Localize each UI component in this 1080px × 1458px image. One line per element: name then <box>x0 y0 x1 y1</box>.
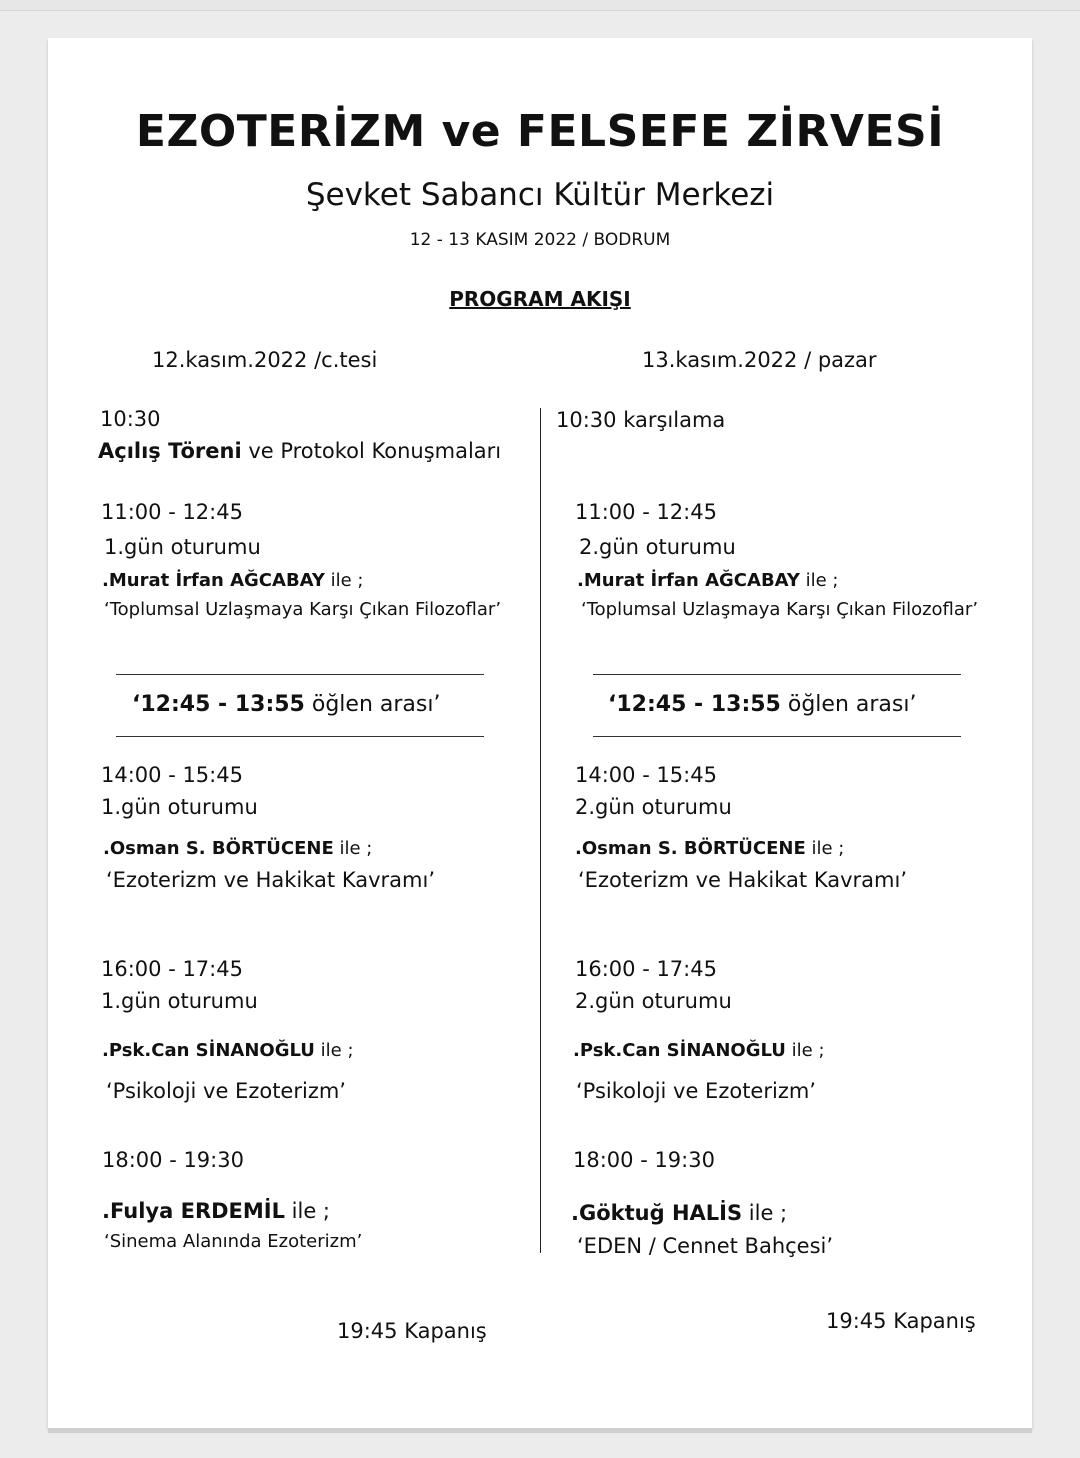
day1-session4-topic: ‘Sinema Alanında Ezoterizm’ <box>104 1231 363 1252</box>
day2-session4-topic: ‘EDEN / Cennet Bahçesi’ <box>577 1234 834 1258</box>
day2-lunch-break <box>608 694 916 716</box>
day2-session3-speaker-line <box>573 1042 825 1060</box>
day2-session3-ile: ile ; <box>785 1040 825 1061</box>
day2-session1-time: 11:00 - 12:45 <box>575 500 717 524</box>
day2-lunch-rest: öğlen arası’ <box>780 692 917 717</box>
page-title: EZOTERİZM ve FELSEFE ZİRVESİ <box>135 106 945 157</box>
day1-session1-topic: ‘Toplumsal Uzlaşmaya Karşı Çıkan Filozoflar’ <box>104 599 502 620</box>
day1-session3-topic: ‘Psikoloji ve Ezoterizm’ <box>106 1079 346 1103</box>
program-heading: PROGRAM AKIŞI <box>449 287 631 311</box>
day1-session1-speaker-line <box>102 572 364 590</box>
day1-closing: 19:45 Kapanış <box>337 1319 487 1343</box>
day1-lunch-rule-top <box>116 674 484 675</box>
day1-lunch-rule-bottom <box>116 736 484 737</box>
day1-session3-speaker: .Psk.Can SİNANOĞLU <box>102 1040 315 1061</box>
day2-session4-time: 18:00 - 19:30 <box>573 1148 715 1172</box>
day2-session1-speaker: .Murat İrfan AĞCABAY <box>577 570 800 591</box>
day1-lunch-break <box>132 694 440 716</box>
page-shadow <box>48 1428 1032 1433</box>
day1-session2-topic: ‘Ezoterizm ve Hakikat Kavramı’ <box>106 868 436 892</box>
day2-session3-time: 16:00 - 17:45 <box>575 957 717 981</box>
day2-lunch-rule-top <box>593 674 961 675</box>
venue-name: Şevket Sabancı Kültür Merkezi <box>305 177 775 213</box>
day1-opening-rest: ve Protokol Konuşmaları <box>241 439 502 463</box>
day2-session1-label: 2.gün oturumu <box>579 535 736 559</box>
day2-lunch-rule-bottom <box>593 736 961 737</box>
day1-session3-speaker-line <box>102 1042 354 1060</box>
day2-heading: 13.kasım.2022 / pazar <box>642 348 877 372</box>
day1-lunch-rest: öğlen arası’ <box>304 692 441 717</box>
day2-session4-speaker-line <box>571 1203 787 1224</box>
day2-lunch-time: 12:45 - 13:55 <box>616 692 781 717</box>
day1-session2-speaker: .Osman S. BÖRTÜCENE <box>103 838 334 859</box>
day2-session2-speaker: .Osman S. BÖRTÜCENE <box>575 838 806 859</box>
document-page <box>48 38 1032 1428</box>
day2-session2-time: 14:00 - 15:45 <box>575 763 717 787</box>
event-dates: 12 - 13 KASIM 2022 / BODRUM <box>409 230 671 250</box>
day2-session2-topic: ‘Ezoterizm ve Hakikat Kavramı’ <box>578 868 908 892</box>
day1-session2-label: 1.gün oturumu <box>101 795 258 819</box>
day1-opening-bold: Açılış Töreni <box>98 439 242 463</box>
day1-session4-ile: ile ; <box>284 1199 330 1223</box>
day1-session2-ile: ile ; <box>333 838 373 859</box>
day2-session1-ile: ile ; <box>799 570 839 591</box>
day2-session2-speaker-line <box>575 840 844 858</box>
day1-heading: 12.kasım.2022 /c.tesi <box>152 348 378 372</box>
day2-session3-label: 2.gün oturumu <box>575 989 732 1013</box>
day1-opening-time: 10:30 <box>100 407 161 431</box>
day2-closing: 19:45 Kapanış <box>826 1309 976 1333</box>
day1-session2-time: 14:00 - 15:45 <box>101 763 243 787</box>
day2-session2-label: 2.gün oturumu <box>575 795 732 819</box>
day2-session4-speaker: .Göktuğ HALİS <box>571 1201 743 1225</box>
day2-session3-topic: ‘Psikoloji ve Ezoterizm’ <box>576 1079 816 1103</box>
day1-lunch-time: 12:45 - 13:55 <box>140 692 305 717</box>
day1-session4-time: 18:00 - 19:30 <box>102 1148 244 1172</box>
day1-session1-ile: ile ; <box>324 570 364 591</box>
day1-session4-speaker-line <box>102 1201 330 1222</box>
day2-lunch-open: ‘ <box>608 692 617 717</box>
day2-session1-speaker-line <box>577 572 839 590</box>
day2-session3-speaker: .Psk.Can SİNANOĞLU <box>573 1040 786 1061</box>
day2-session1-topic: ‘Toplumsal Uzlaşmaya Karşı Çıkan Filozoflar’ <box>581 599 979 620</box>
viewer-top-bar <box>0 0 1080 11</box>
day1-session3-time: 16:00 - 17:45 <box>101 957 243 981</box>
column-divider <box>540 408 541 1253</box>
day1-session3-ile: ile ; <box>314 1040 354 1061</box>
day1-session3-label: 1.gün oturumu <box>101 989 258 1013</box>
day2-welcome: 10:30 karşılama <box>556 408 726 432</box>
day2-session4-ile: ile ; <box>742 1201 788 1225</box>
day2-session2-ile: ile ; <box>805 838 845 859</box>
day1-opening-line <box>98 441 501 462</box>
day1-session2-speaker-line <box>103 840 372 858</box>
day1-session1-speaker: .Murat İrfan AĞCABAY <box>102 570 325 591</box>
day1-session4-speaker: .Fulya ERDEMİL <box>102 1199 285 1223</box>
day1-lunch-open: ‘ <box>132 692 141 717</box>
day1-session1-label: 1.gün oturumu <box>104 535 261 559</box>
day1-session1-time: 11:00 - 12:45 <box>101 500 243 524</box>
